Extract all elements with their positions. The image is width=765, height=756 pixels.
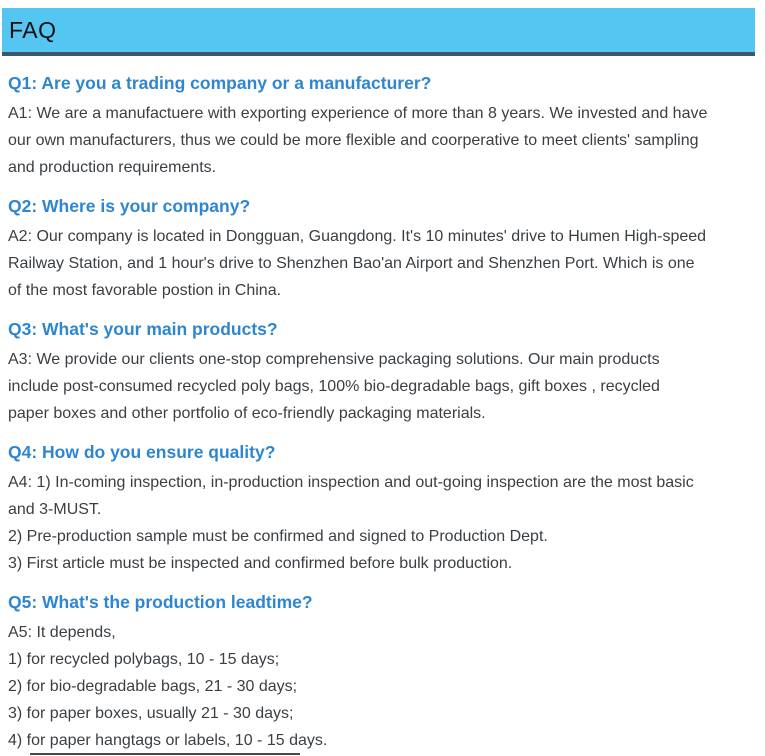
answer-line: 2) Pre-production sample must be confirmed and signed to Production Dept. — [8, 528, 548, 545]
faq-answer — [8, 619, 747, 754]
answer-line: 1) for recycled polybags, 10 - 15 days; — [8, 651, 280, 668]
faq-item-q3 — [8, 318, 747, 427]
answer-line: A4: 1) In-coming inspection, in-production inspection and out-going inspection are the most basic — [8, 474, 694, 491]
answer-line: A3: We provide our clients one-stop comprehensive packaging solutions. Our main products — [8, 351, 660, 368]
faq-question: Q1: Are you a trading company or a manufacturer? — [8, 73, 432, 93]
page-title: FAQ — [9, 16, 57, 43]
answer-line: of the most favorable postion in China. — [8, 282, 282, 299]
answer-line: 4) for paper hangtags or labels, 10 - 15 days. — [8, 732, 328, 749]
faq-item-q4 — [8, 441, 747, 577]
faq-question: Q4: How do you ensure quality? — [8, 442, 276, 462]
faq-question: Q5: What's the production leadtime? — [8, 592, 313, 612]
answer-line: paper boxes and other portfolio of eco-friendly packaging materials. — [8, 405, 486, 422]
faq-question: Q3: What's your main products? — [8, 319, 278, 339]
answer-line: our own manufacturers, thus we could be more flexible and coorperative to meet clients' sampling — [8, 132, 699, 149]
answer-line: and production requirements. — [8, 159, 217, 176]
answer-line: include post-consumed recycled poly bags, 100% bio-degradable bags, gift boxes , recycled — [8, 378, 660, 395]
faq-answer — [8, 346, 747, 427]
faq-answer — [8, 469, 747, 577]
answer-line: 3) First article must be inspected and confirmed before bulk production. — [8, 555, 513, 572]
faq-content — [0, 72, 765, 754]
faq-header — [2, 8, 755, 56]
answer-line: 2) for bio-degradable bags, 21 - 30 days; — [8, 678, 298, 695]
answer-line: A5: It depends, — [8, 624, 116, 641]
answer-line: A1: We are a manufactuere with exporting experience of more than 8 years. We invested and have — [8, 105, 708, 122]
answer-line: and 3-MUST. — [8, 501, 102, 518]
faq-question: Q2: Where is your company? — [8, 196, 251, 216]
answer-line: 3) for paper boxes, usually 21 - 30 days; — [8, 705, 294, 722]
faq-item-q2 — [8, 195, 747, 304]
faq-item-q5 — [8, 591, 747, 754]
cutoff-element-line — [30, 753, 300, 755]
faq-item-q1 — [8, 72, 747, 181]
faq-answer — [8, 100, 747, 181]
faq-answer — [8, 223, 747, 304]
answer-line: Railway Station, and 1 hour's drive to Shenzhen Bao'an Airport and Shenzhen Port. Which is one — [8, 255, 695, 272]
answer-line: A2: Our company is located in Dongguan, Guangdong. It's 10 minutes' drive to Humen High-speed — [8, 228, 707, 245]
